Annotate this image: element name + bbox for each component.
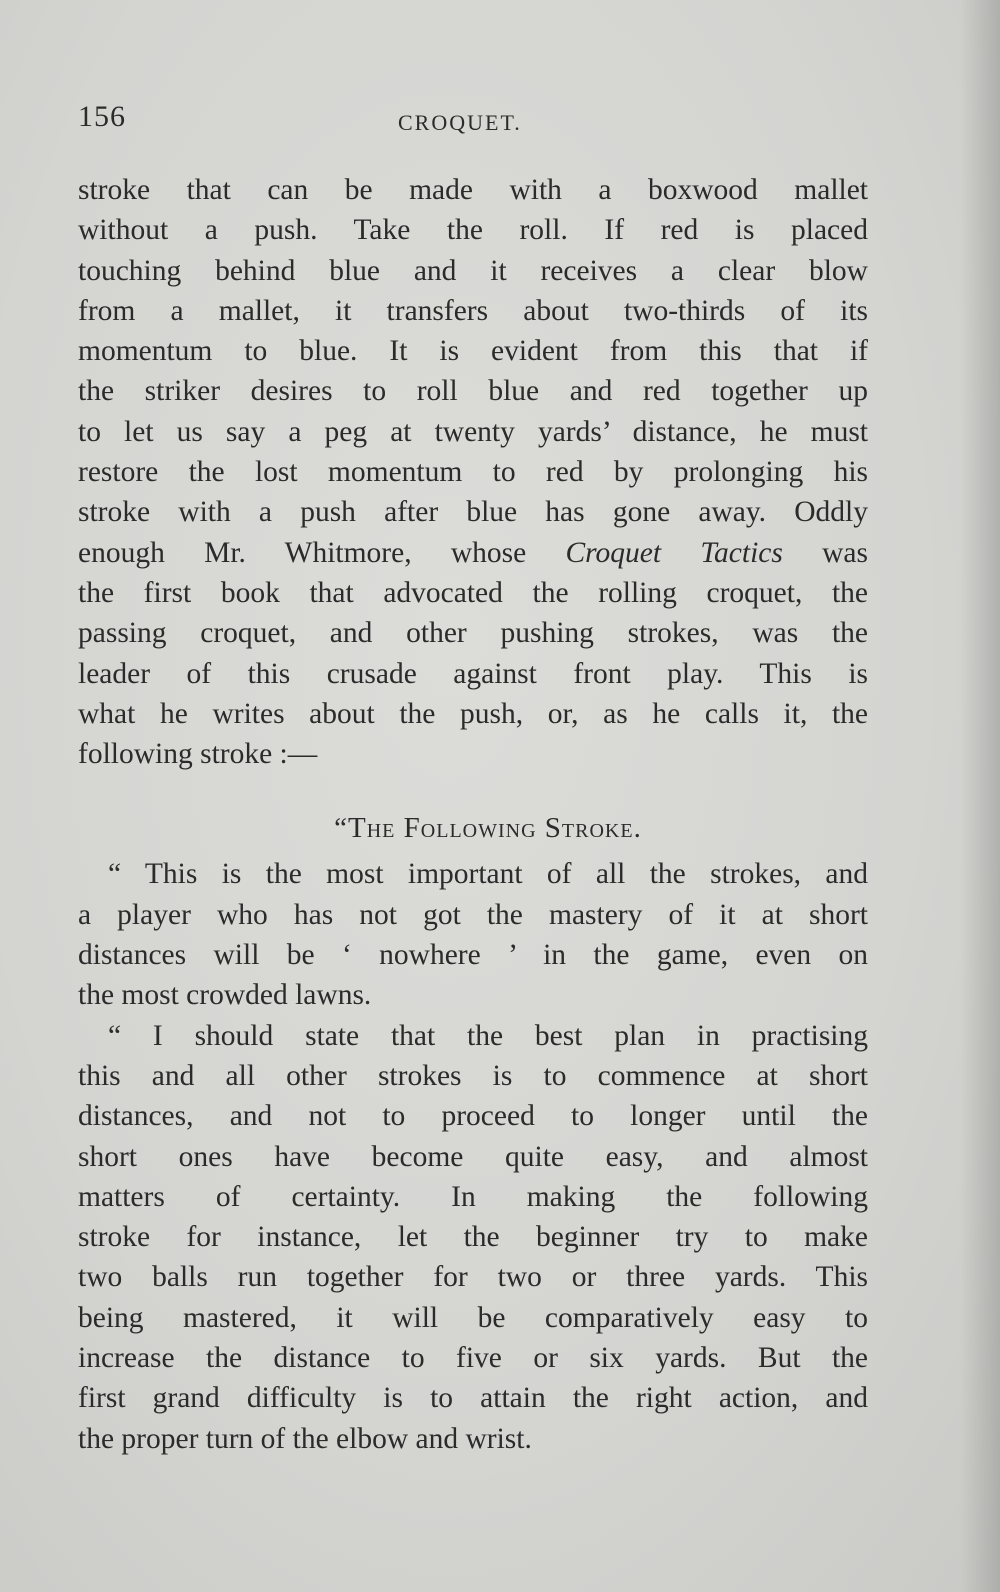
- text-line: “ I should state that the best plan in practising: [108, 1019, 868, 1052]
- text-line: touching behind blue and it receives a clear blow: [78, 254, 868, 287]
- text-line: momentum to blue. It is evident from this that if: [78, 335, 868, 368]
- text-line: matters of certainty. In making the following: [78, 1180, 868, 1213]
- text-line: “ This is the most important of all the strokes, and: [108, 858, 868, 891]
- text-line: to let us say a peg at twenty yards’ distance, he must: [78, 415, 868, 448]
- text-line: without a push. Take the roll. If red is placed: [78, 214, 868, 247]
- text-line: stroke for instance, let the beginner try to make: [78, 1221, 868, 1254]
- paragraph-1: [78, 170, 868, 774]
- text-line: increase the distance to five or six yards. But the: [78, 1342, 868, 1375]
- body-text: [78, 170, 868, 1459]
- text-line: two balls run together for two or three yards. This: [78, 1261, 868, 1294]
- text-line: stroke that can be made with a boxwood mallet: [78, 174, 868, 206]
- book-title: Croquet Tactics: [565, 536, 783, 569]
- text-line: leader of this crusade against front play. This is: [78, 657, 868, 690]
- running-head: CROQUET.: [398, 110, 522, 135]
- section-heading: “The Following Stroke.: [334, 812, 642, 845]
- page-edge-shadow: [960, 0, 1000, 1592]
- page-header: [78, 100, 858, 150]
- text-line-with-book-title: [78, 533, 868, 573]
- text-fragment: enough Mr. Whitmore, whose: [78, 536, 566, 569]
- text-line: distances, and not to proceed to longer until the: [78, 1100, 868, 1133]
- text-line: restore the lost momentum to red by prolonging his: [78, 456, 868, 489]
- text-line: a player who has not got the mastery of it at short: [78, 898, 868, 931]
- page-number: 156: [78, 100, 126, 133]
- text-line: this and all other strokes is to commence at short: [78, 1059, 868, 1092]
- text-line: passing croquet, and other pushing strokes, was the: [78, 617, 868, 650]
- paragraph-3: [78, 1016, 868, 1459]
- text-line: the first book that advocated the rolling croquet, the: [78, 576, 868, 609]
- text-fragment: was: [782, 536, 868, 569]
- text-line: what he writes about the push, or, as he calls it, the: [78, 697, 868, 730]
- text-line: short ones have become quite easy, and almost: [78, 1140, 868, 1173]
- text-line: being mastered, it will be comparatively easy to: [78, 1301, 868, 1334]
- text-line: following stroke :—: [78, 738, 318, 771]
- text-line: the proper turn of the elbow and wrist.: [78, 1422, 532, 1455]
- text-line: the most crowded lawns.: [78, 979, 372, 1012]
- text-line: from a mallet, it transfers about two-thirds of its: [78, 294, 868, 327]
- text-line: stroke with a push after blue has gone away. Oddly: [78, 496, 868, 529]
- text-line: the striker desires to roll blue and red together up: [78, 375, 868, 408]
- text-line: distances will be ‘ nowhere ’ in the game, even on: [78, 939, 868, 972]
- text-line: first grand difficulty is to attain the right action, and: [78, 1382, 868, 1415]
- paragraph-2: [78, 854, 868, 1015]
